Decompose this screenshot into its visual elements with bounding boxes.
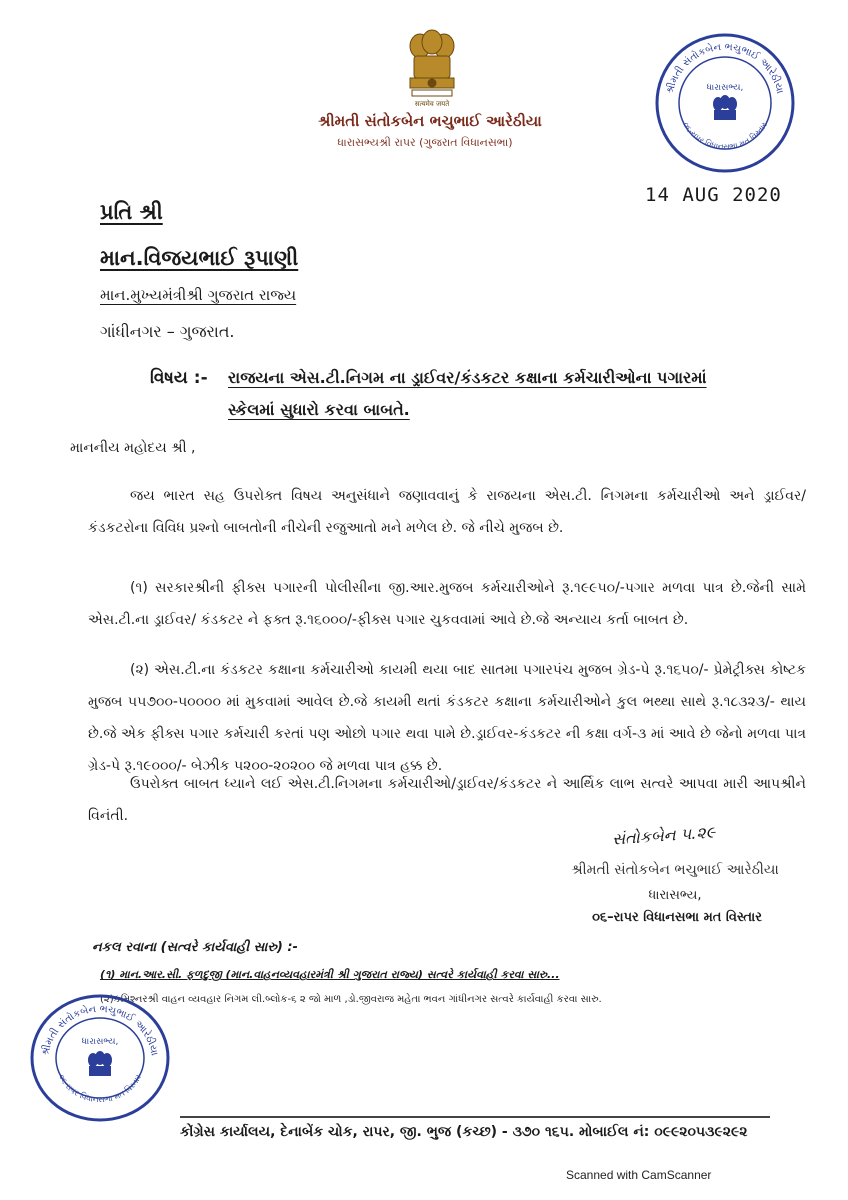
paragraph-request: ઉપરોક્ત બાબત ધ્યાને લઈ એસ.ટી.નિગમના કર્મચારીઓ/ડ્રાઈવર/કંડકટર ને આર્થિક લાભ સત્વરે આપવા મારી આપશ્રીને વિનંતી.: [88, 776, 806, 824]
svg-text:ધારાસભ્ય,: ધારાસભ્ય,: [81, 1037, 119, 1047]
subject-line-2: સ્કેલમાં સુધારો કરવા બાબતે.: [228, 400, 410, 419]
address-line-4: ગાંધીનગર – ગુજરાત.: [100, 322, 235, 341]
svg-text:૦૬-રાપર વિધાનસભા મત વિસ્તાર: ૦૬-રાપર વિધાનસભા મત વિસ્તાર: [681, 120, 769, 152]
copy-to-heading: નકલ રવાના (સત્વરે કાર્યવાહી સારુ) :-: [92, 940, 298, 955]
footer-address: કોંગ્રેસ કાર્યાલય, દેનાબેંક ચોક, રાપર, જી. ભુજ (કચ્છ) - ૩૭૦ ૧૬૫. મોબાઈલ નં: ૦૯૯૨૦૫૩૯૨૯૨: [180, 1124, 748, 1140]
signatory-constituency: ૦૬–રાપર વિધાનસભા મત વિસ્તાર: [592, 910, 762, 925]
received-date: 14 AUG 2020: [645, 184, 782, 206]
footer-divider: [180, 1116, 770, 1118]
address-line-3: માન.મુખ્યમંત્રીશ્રી ગુજરાત રાજ્ય: [100, 286, 297, 304]
handwritten-signature: સંતોકબેન ૫.૨૯: [611, 822, 716, 849]
copy-to-item: (૧) માન.આર.સી. ફળદુ઼જી (માન.વાહનવ્યવહારમંત્રી શ્રી ગુજરાત રાજ્ય) સત્વરે કાર્યવાહી કરવા સારુ...: [100, 968, 560, 981]
signatory-title: ધારાસભ્ય,: [648, 888, 702, 903]
mla-stamp-icon: [28, 992, 172, 1124]
mla-stamp-icon: [650, 28, 800, 178]
salutation: માનનીય મહોદય શ્રી ,: [70, 440, 196, 456]
svg-text:ધારાસભ્ય,: ધારાસભ્ય,: [706, 83, 744, 93]
paragraph-point-1: (૧) સરકારશ્રીની ફીક્સ પગારની પોલીસીના જી.આર.મુજબ કર્મચારીઓને રૂ.૧૯૯૫૦/-પગાર મળવા પાત્ર છે.જેની સામે એસ.ટી.ના ડ્રાઈવર/ કંડકટર ને ફક્ત રૂ.૧૬૦૦૦/-ફીક્સ પગાર ચુકવવામાં આવે છે.જે અન્યાય કર્તા બાબત છે.: [88, 580, 806, 628]
letterhead-subtitle: ધારાસભ્યશ્રી રાપર (ગુજરાત વિધાનસભા): [337, 136, 513, 149]
subject-line-1: રાજયના એસ.ટી.નિગમ ના ડ્રાઈવર/કંડકટર કક્ષાના કર્મચારીઓના પગારમાં: [228, 368, 707, 387]
svg-text:શ્રીમતી સંતોકબેન ભચુભાઈ આરેઠીય: શ્રીમતી સંતોકબેન ભચુભાઈ આરેઠીયા: [664, 41, 786, 95]
copy-to-item: (૨)કમિશ્નરશ્રી વાહન વ્યવહાર નિગમ લી.બ્લોક-૬ ૨ જો માળ ,ડો.જીવરાજ મહેતા ભવન ગાંધીનગર સત્વરે કાર્યવાહી કરવા સારુ.: [100, 994, 602, 1005]
signatory-name: શ્રીમતી સંતોકબેન ભચુભાઈ આરેઠીયા: [571, 862, 779, 878]
address-line-1: પ્રતિ શ્રી: [100, 200, 163, 224]
scanner-watermark: Scanned with CamScanner: [566, 1168, 712, 1182]
subject-label: વિષય :-: [150, 368, 208, 388]
letterhead-name: શ્રીમતી સંતોકબેન ભચુભાઈ આરેઠીયા: [318, 112, 542, 130]
paragraph-point-2: (૨) એસ.ટી.ના કંડકટર કક્ષાના કર્મચારીઓ કાયમી થયા બાદ સાતમા પગારપંચ મુજબ ગ્રેડ-પે રૂ.૧૬૫૦/- પ્રેમેટ્રીક્સ કોષ્ટક મુજબ ૫૫૭૦૦-૫૦૦૦૦ માં મુકવામાં આવેલ છે.જે કાયમી થતાં કંડકટર કક્ષાના કર્મચારીઓને કુલ ભથ્થા સાથે રૂ.૧૮૩૨૩/- થાય છે.જે એક ફીક્સ પગાર કર્મચારી કરતાં પણ ઓછો પગાર થવા પામે છે.ડ્રાઈવર-કંડકટર ની કક્ષા વર્ગ-૩ માં આવે છે જેનો મળવા પાત્ર ગ્રેડ-પે રૂ.૧૯૦૦૦/- બેઝીક ૫૨૦૦-૨૦૨૦૦ જે મળવા પાત્ર હક્ક છે.: [88, 662, 806, 774]
svg-text:सत्यमेव जयते: सत्यमेव जयते: [414, 100, 450, 108]
svg-text:૦૬-રાપર વિધાનસભા મત વિસ્તાર: ૦૬-રાપર વિધાનસભા મત વિસ્તાર: [56, 1073, 144, 1105]
national-emblem-icon: [400, 28, 464, 110]
paragraph-intro: જય ભારત સહ ઉપરોક્ત વિષય અનુસંધાને જણાવવાનું કે રાજયના એસ.ટી. નિગમના કર્મચારીઓ અને ડ્રાઈવર/કંડકટરોના વિવિધ પ્રશ્નો બાબતોની નીચેની રજુઆતો મને મળેલ છે. જે નીચે મુજબ છે.: [88, 488, 806, 536]
svg-text:શ્રીમતી સંતોકબેન ભચુભાઈ આરેઠીય: શ્રીમતી સંતોકબેન ભચુભાઈ આરેઠીયા: [40, 1003, 160, 1057]
address-line-2: માન.વિજયભાઈ રૂપાણી: [100, 246, 299, 270]
